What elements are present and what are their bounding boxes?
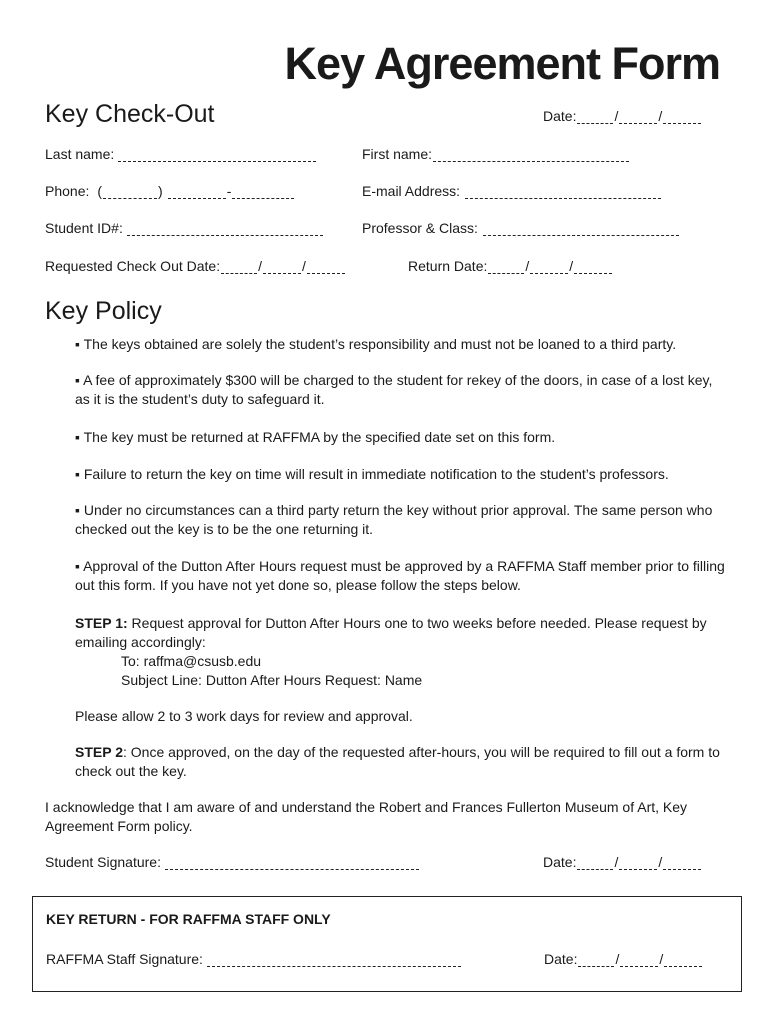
policy-item: ▪ Under no circumstances can a third party return the key without prior approval. The same person who checked out the key is to be the one returning it. xyxy=(75,502,713,537)
checkout-date-field[interactable] xyxy=(543,108,702,124)
professor-class-blank[interactable] xyxy=(483,222,679,236)
step-1-label: STEP 1: xyxy=(75,615,128,631)
phone-label: Phone: xyxy=(45,183,90,199)
return-date-label: Return Date: xyxy=(408,258,488,274)
key-return-title: KEY RETURN - FOR RAFFMA STAFF ONLY xyxy=(46,911,331,927)
acknowledgement: I acknowledge that I am aware of and understand the Robert and Frances Fullerton Museum of Art, Key Agreement Form policy. xyxy=(45,799,688,834)
policy-item: ▪ The key must be returned at RAFFMA by the specified date set on this form. xyxy=(75,429,556,445)
date-month-blank[interactable] xyxy=(577,856,613,870)
student-id-blank[interactable] xyxy=(127,222,323,236)
professor-class-label: Professor & Class: xyxy=(362,220,478,236)
phone-prefix-blank[interactable] xyxy=(168,185,226,199)
checkout-date-label: Requested Check Out Date: xyxy=(45,258,221,274)
last-name-field[interactable] xyxy=(45,146,317,162)
date-day-blank[interactable] xyxy=(619,110,657,124)
date-slash: / xyxy=(615,951,620,967)
date-label: Date: xyxy=(543,854,577,870)
review-note: Please allow 2 to 3 work days for review and approval. xyxy=(75,708,413,724)
date-day-blank[interactable] xyxy=(620,953,658,967)
policy-heading: Key Policy xyxy=(45,297,162,325)
policy-item: ▪ Failure to return the key on time will result in immediate notification to the student’s professors. xyxy=(75,466,669,482)
date-slash: / xyxy=(569,258,574,274)
email-blank[interactable] xyxy=(465,185,661,199)
first-name-blank[interactable] xyxy=(433,148,629,162)
first-name-label: First name: xyxy=(362,146,433,162)
date-slash: / xyxy=(614,108,619,124)
date-slash: / xyxy=(614,854,619,870)
date-slash: / xyxy=(658,108,663,124)
date-label: Date: xyxy=(544,951,578,967)
date-day-blank[interactable] xyxy=(619,856,657,870)
return-year-blank[interactable] xyxy=(574,260,612,274)
phone-number-blank[interactable] xyxy=(232,185,294,199)
email-label: E-mail Address: xyxy=(362,183,461,199)
phone-paren-close: ) xyxy=(158,183,163,199)
policy-item: ▪ Approval of the Dutton After Hours request must be approved by a RAFFMA Staff member prior to filling out this form. If you have not yet done so, please follow the steps below. xyxy=(75,558,725,593)
student-signature-blank[interactable] xyxy=(165,856,419,870)
step-1-text: Request approval for Dutton After Hours one to two weeks before needed. Please request by emailing accordingly: xyxy=(75,615,707,650)
policy-item: ▪ The keys obtained are solely the student’s responsibility and must not be loaned to a third party. xyxy=(75,336,677,352)
date-month-blank[interactable] xyxy=(578,953,614,967)
return-month-blank[interactable] xyxy=(488,260,524,274)
first-name-field[interactable] xyxy=(362,146,630,162)
date-year-blank[interactable] xyxy=(664,953,702,967)
checkout-year-blank[interactable] xyxy=(307,260,345,274)
staff-signature-field[interactable] xyxy=(46,951,462,967)
date-month-blank[interactable] xyxy=(577,110,613,124)
phone-field[interactable] xyxy=(45,183,295,199)
phone-dash: - xyxy=(226,183,232,199)
date-slash: / xyxy=(658,854,663,870)
step-1 xyxy=(75,614,725,690)
date-slash: / xyxy=(302,258,306,274)
return-date-field[interactable] xyxy=(408,258,613,274)
key-return-box xyxy=(32,896,742,992)
date-slash: / xyxy=(659,951,664,967)
form-title: Key Agreement Form xyxy=(284,38,720,89)
step-2-label: STEP 2 xyxy=(75,744,123,760)
date-label: Date: xyxy=(543,108,577,124)
date-year-blank[interactable] xyxy=(663,110,701,124)
student-signature-field[interactable] xyxy=(45,854,420,870)
email-field[interactable] xyxy=(362,183,662,199)
staff-signature-label: RAFFMA Staff Signature: xyxy=(46,951,203,967)
phone-area-blank[interactable] xyxy=(103,185,157,199)
date-slash: / xyxy=(258,258,262,274)
policy-item: ▪ A fee of approximately $300 will be charged to the student for rekey of the doors, in case of a lost key, as it is the student’s duty to safeguard it. xyxy=(75,372,713,407)
signature-date-field[interactable] xyxy=(543,854,702,870)
student-id-field[interactable] xyxy=(45,220,324,236)
step-2 xyxy=(75,743,725,781)
student-id-label: Student ID#: xyxy=(45,220,123,236)
checkout-day-blank[interactable] xyxy=(263,260,301,274)
student-signature-label: Student Signature: xyxy=(45,854,161,870)
checkout-heading: Key Check-Out xyxy=(45,100,215,128)
last-name-label: Last name: xyxy=(45,146,115,162)
step-1-email: To: raffma@csusb.edu xyxy=(121,653,262,669)
last-name-blank[interactable] xyxy=(118,148,316,162)
date-slash: / xyxy=(525,258,530,274)
checkout-date-requested-field[interactable] xyxy=(45,258,346,274)
phone-paren-open: ( xyxy=(97,183,103,199)
checkout-month-blank[interactable] xyxy=(221,260,257,274)
staff-signature-blank[interactable] xyxy=(207,953,461,967)
step-1-subject: Subject Line: Dutton After Hours Request: Name xyxy=(121,672,423,688)
professor-class-field[interactable] xyxy=(362,220,680,236)
return-day-blank[interactable] xyxy=(530,260,568,274)
step-2-text: : Once approved, on the day of the requested after-hours, you will be required to fill out a form to check out the key. xyxy=(75,744,720,779)
date-year-blank[interactable] xyxy=(663,856,701,870)
return-date-signature-field[interactable] xyxy=(544,951,703,967)
